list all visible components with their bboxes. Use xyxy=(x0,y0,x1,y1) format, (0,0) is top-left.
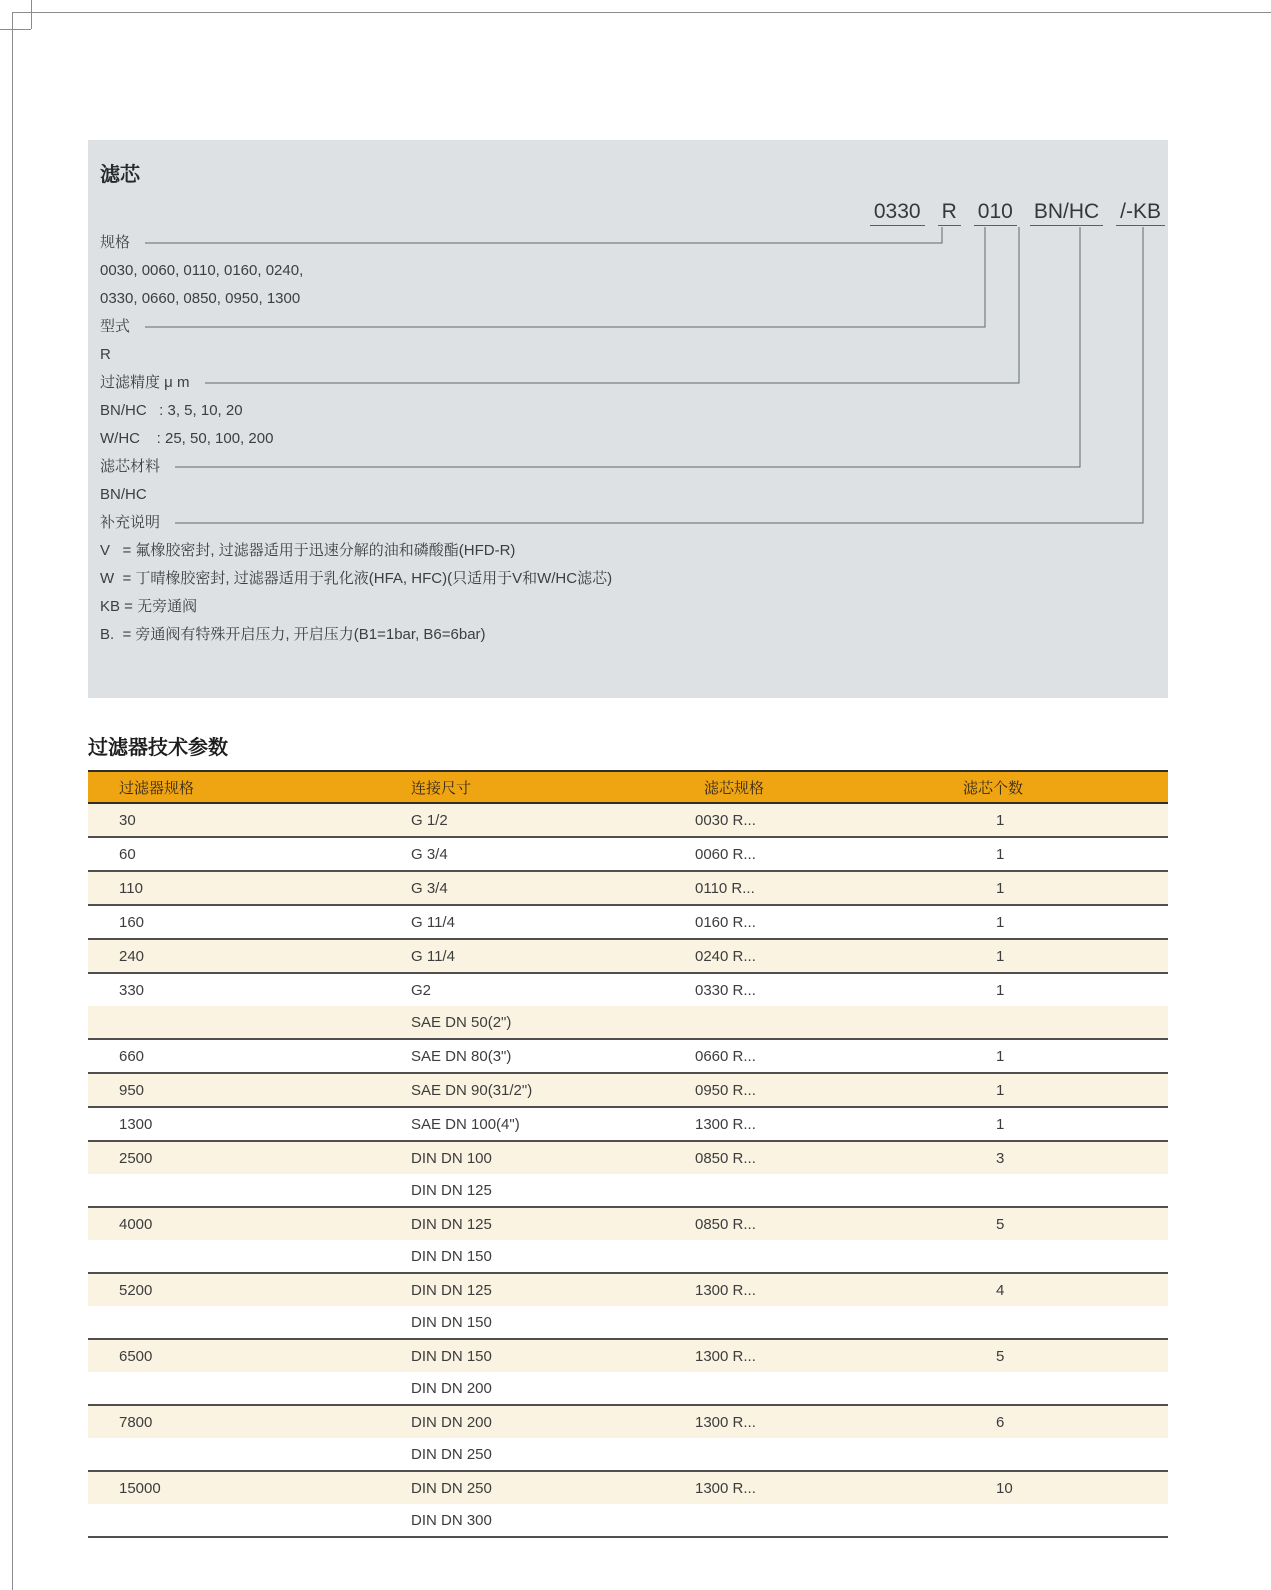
table-row xyxy=(88,1108,1168,1142)
cell-element-spec: 0060 R... xyxy=(695,845,756,863)
table-row xyxy=(88,1040,1168,1074)
field-value: 0030, 0060, 0110, 0160, 0240, xyxy=(100,262,304,279)
table-row xyxy=(88,974,1168,1006)
field-label-material: 滤芯材料 xyxy=(100,458,161,475)
cell-element-count: 5 xyxy=(996,1215,1005,1233)
cell-element-count: 1 xyxy=(996,1081,1005,1099)
table-row xyxy=(88,1240,1168,1274)
cell-element-spec: 1300 R... xyxy=(695,1281,756,1299)
field-label-type: 型式 xyxy=(100,318,131,335)
field-value: BN/HC xyxy=(100,486,147,503)
cell-element-spec: 1300 R... xyxy=(695,1479,756,1497)
field-value: B. = 旁通阀有特殊开启压力, 开启压力(B1=1bar, B6=6bar) xyxy=(100,626,486,643)
cell-connection: G 3/4 xyxy=(411,845,448,863)
cell-connection: DIN DN 125 xyxy=(411,1181,492,1199)
table-row xyxy=(88,1174,1168,1208)
model-code-segment-micron: 010 xyxy=(974,200,1017,226)
cell-connection: DIN DN 300 xyxy=(411,1511,492,1529)
cell-connection: G 1/2 xyxy=(411,811,448,829)
cell-element-spec: 0850 R... xyxy=(695,1215,756,1233)
field-value: BN/HC : 3, 5, 10, 20 xyxy=(100,402,243,419)
cell-element-spec: 0330 R... xyxy=(695,981,756,999)
cell-filter-size: 660 xyxy=(119,1047,145,1065)
cell-filter-size: 15000 xyxy=(119,1479,161,1497)
column-header-element-spec: 滤芯规格 xyxy=(704,779,765,797)
cell-filter-size: 330 xyxy=(119,981,145,999)
crop-mark-left-line xyxy=(12,12,13,1590)
crop-mark-top-line xyxy=(12,12,1271,13)
table-row xyxy=(88,1074,1168,1108)
cell-filter-size: 30 xyxy=(119,811,136,829)
table-row xyxy=(88,1208,1168,1240)
field-label-spec: 规格 xyxy=(100,234,131,251)
table-row xyxy=(88,1504,1168,1538)
crop-mark-corner-v xyxy=(31,0,32,29)
table-title: 过滤器技术参数 xyxy=(88,737,228,759)
cell-element-spec: 0950 R... xyxy=(695,1081,756,1099)
cell-connection: DIN DN 150 xyxy=(411,1313,492,1331)
cell-connection: SAE DN 100(4") xyxy=(411,1115,520,1133)
cell-filter-size: 7800 xyxy=(119,1413,153,1431)
model-code-segment-material: BN/HC xyxy=(1030,200,1103,226)
cell-filter-size: 6500 xyxy=(119,1347,153,1365)
cell-filter-size: 240 xyxy=(119,947,145,965)
field-value: R xyxy=(100,346,111,363)
cell-connection: DIN DN 200 xyxy=(411,1413,492,1431)
cell-connection: SAE DN 80(3") xyxy=(411,1047,512,1065)
cell-element-count: 6 xyxy=(996,1413,1005,1431)
model-designation-box xyxy=(88,140,1168,698)
model-code-connector-lines xyxy=(88,140,1168,698)
cell-element-spec: 1300 R... xyxy=(695,1115,756,1133)
cell-filter-size: 1300 xyxy=(119,1115,153,1133)
table-row xyxy=(88,940,1168,974)
cell-connection: G 3/4 xyxy=(411,879,448,897)
cell-filter-size: 950 xyxy=(119,1081,145,1099)
field-value: KB = 无旁通阀 xyxy=(100,598,198,615)
box-title: 滤芯 xyxy=(100,164,140,186)
cell-element-count: 1 xyxy=(996,1047,1005,1065)
table-row xyxy=(88,1340,1168,1372)
crop-mark-corner-h xyxy=(0,29,31,30)
cell-filter-size: 4000 xyxy=(119,1215,153,1233)
cell-connection: DIN DN 125 xyxy=(411,1215,492,1233)
table-row xyxy=(88,1006,1168,1040)
cell-connection: SAE DN 90(31/2") xyxy=(411,1081,533,1099)
cell-connection: DIN DN 100 xyxy=(411,1149,492,1167)
column-header-filter-size: 过滤器规格 xyxy=(119,779,195,797)
cell-element-count: 1 xyxy=(996,845,1005,863)
cell-element-count: 1 xyxy=(996,879,1005,897)
table-row xyxy=(88,1406,1168,1438)
cell-element-count: 1 xyxy=(996,811,1005,829)
connector-suffix xyxy=(175,227,1143,523)
cell-filter-size: 110 xyxy=(119,879,143,897)
field-value: 0330, 0660, 0850, 0950, 1300 xyxy=(100,290,301,307)
cell-element-spec: 1300 R... xyxy=(695,1347,756,1365)
cell-element-count: 1 xyxy=(996,1115,1005,1133)
table-row xyxy=(88,872,1168,906)
model-code-segment-size: 0330 xyxy=(870,200,925,226)
cell-filter-size: 60 xyxy=(119,845,136,863)
connector-material xyxy=(175,227,1080,467)
tech-parameters-table xyxy=(88,770,1168,1538)
model-code-segment-type: R xyxy=(938,200,961,226)
cell-element-spec: 1300 R... xyxy=(695,1413,756,1431)
connector-spec xyxy=(145,227,942,243)
cell-element-count: 4 xyxy=(996,1281,1005,1299)
table-row xyxy=(88,1142,1168,1174)
cell-filter-size: 160 xyxy=(119,913,145,931)
cell-connection: DIN DN 125 xyxy=(411,1281,492,1299)
cell-element-count: 1 xyxy=(996,981,1005,999)
cell-connection: G2 xyxy=(411,981,432,999)
cell-element-spec: 0660 R... xyxy=(695,1047,756,1065)
cell-element-spec: 0110 R... xyxy=(695,879,755,897)
cell-connection: G 11/4 xyxy=(411,913,455,931)
cell-connection: G 11/4 xyxy=(411,947,455,965)
table-row xyxy=(88,838,1168,872)
cell-connection: DIN DN 250 xyxy=(411,1445,492,1463)
table-header-row xyxy=(88,770,1168,804)
table-row xyxy=(88,804,1168,838)
field-value: W = 丁晴橡胶密封, 过滤器适用于乳化液(HFA, HFC)(只适用于V和W/HC滤芯) xyxy=(100,570,613,587)
cell-element-count: 10 xyxy=(996,1479,1013,1497)
field-value: V = 氟橡胶密封, 过滤器适用于迅速分解的油和磷酸酯(HFD-R) xyxy=(100,542,516,559)
cell-connection: DIN DN 250 xyxy=(411,1479,492,1497)
cell-element-count: 5 xyxy=(996,1347,1005,1365)
cell-element-spec: 0030 R... xyxy=(695,811,756,829)
cell-element-count: 1 xyxy=(996,913,1005,931)
table-row xyxy=(88,906,1168,940)
field-label-micron: 过滤精度 μ m xyxy=(100,374,190,391)
table-body xyxy=(88,804,1168,1538)
cell-connection: DIN DN 200 xyxy=(411,1379,492,1397)
table-row xyxy=(88,1306,1168,1340)
cell-element-count: 3 xyxy=(996,1149,1005,1167)
cell-element-count: 1 xyxy=(996,947,1005,965)
column-header-element-count: 滤芯个数 xyxy=(963,779,1024,797)
connector-micron xyxy=(205,227,1019,383)
cell-filter-size: 2500 xyxy=(119,1149,153,1167)
cell-connection: DIN DN 150 xyxy=(411,1347,492,1365)
field-value: W/HC : 25, 50, 100, 200 xyxy=(100,430,274,447)
table-row xyxy=(88,1274,1168,1306)
model-code-segment-suffix: /-KB xyxy=(1116,200,1165,226)
table-row xyxy=(88,1372,1168,1406)
column-header-connection: 连接尺寸 xyxy=(411,779,472,797)
field-label-suffix: 补充说明 xyxy=(100,514,161,531)
cell-connection: SAE DN 50(2") xyxy=(411,1013,512,1031)
cell-element-spec: 0850 R... xyxy=(695,1149,756,1167)
cell-connection: DIN DN 150 xyxy=(411,1247,492,1265)
table-row xyxy=(88,1472,1168,1504)
cell-filter-size: 5200 xyxy=(119,1281,153,1299)
cell-element-spec: 0160 R... xyxy=(695,913,756,931)
table-row xyxy=(88,1438,1168,1472)
cell-element-spec: 0240 R... xyxy=(695,947,756,965)
